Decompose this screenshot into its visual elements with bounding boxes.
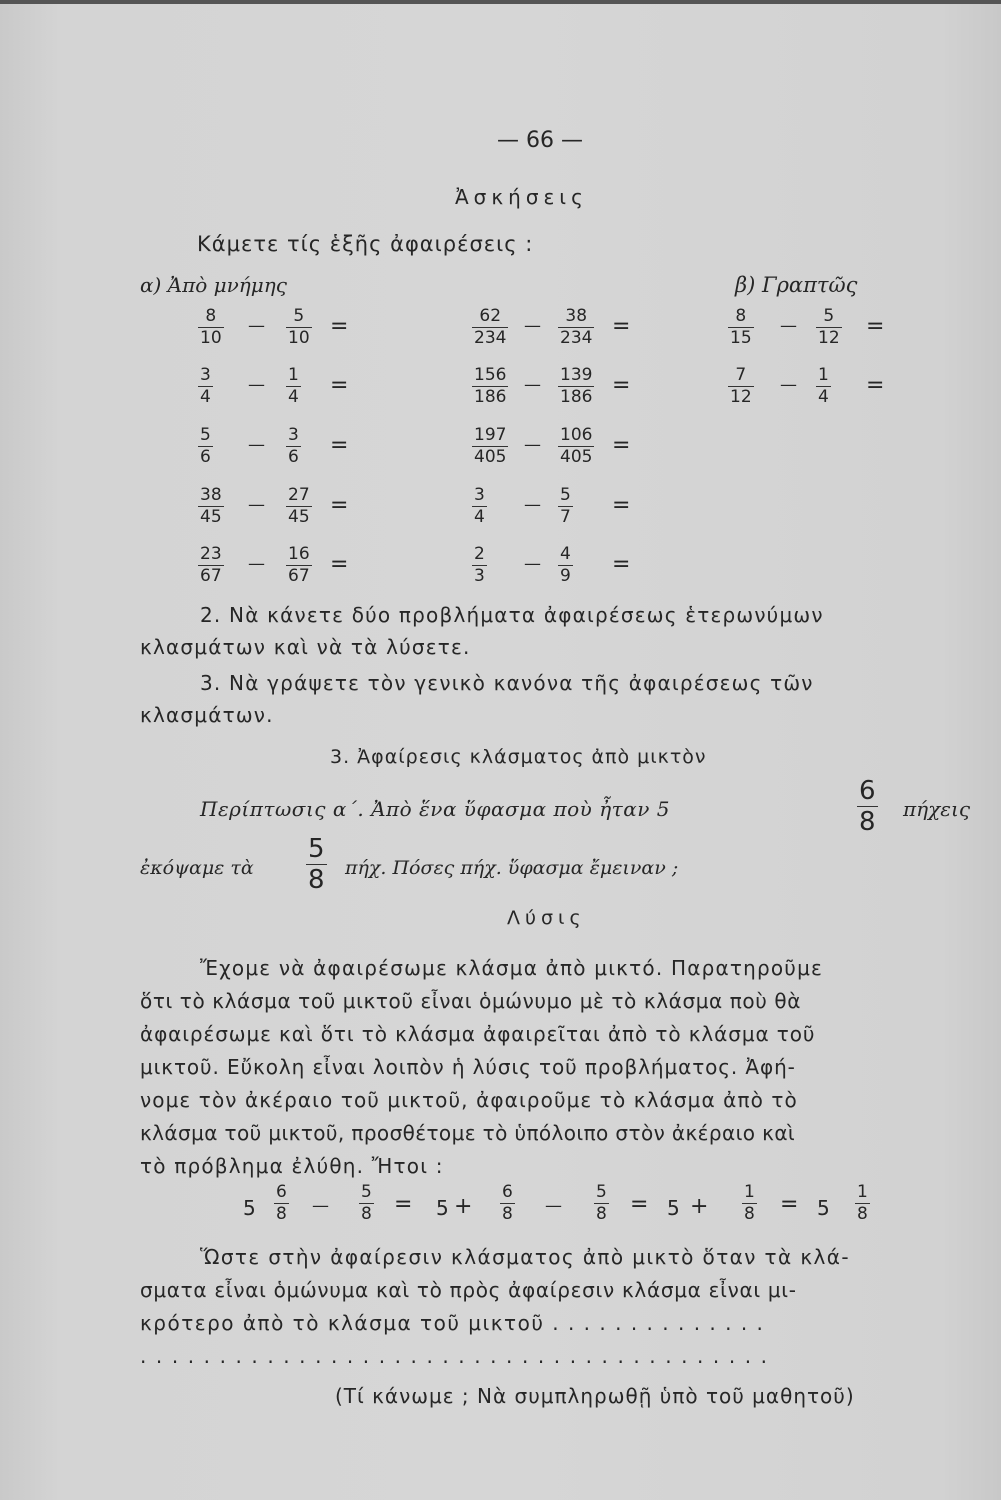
numerator: 38 bbox=[565, 306, 588, 326]
exercise-2-line-2: κλασμάτων καὶ νὰ τὰ λύσετε. bbox=[140, 635, 471, 659]
denominator: 186 bbox=[474, 387, 507, 407]
conclusion-line: . . . . . . . . . . . . . . . . . . . . . . . . . . . . . . . . . . . . . . . . bbox=[140, 1344, 769, 1368]
numerator: 7 bbox=[735, 365, 747, 385]
equals-sign: = bbox=[612, 493, 631, 518]
instruction: Κάμετε τίς ἑξῆς ἀφαιρέσεις : bbox=[197, 232, 534, 256]
denominator: 8 bbox=[857, 1204, 868, 1224]
fraction bbox=[472, 546, 487, 585]
denominator: 15 bbox=[730, 328, 752, 348]
minus-sign: — bbox=[312, 1196, 329, 1216]
page-number: — 66 — bbox=[497, 128, 583, 153]
fraction bbox=[198, 367, 213, 406]
conclusion-line: Ὥστε στὴν ἀφαίρεσιν κλάσματος ἀπὸ μικτὸ ὅταν τὰ κλά- bbox=[200, 1245, 850, 1269]
equals-sign: = bbox=[330, 493, 349, 518]
equals-sign: = bbox=[612, 433, 631, 458]
denominator: 7 bbox=[560, 507, 571, 527]
numerator: 16 bbox=[288, 544, 310, 564]
fraction bbox=[728, 367, 754, 406]
denominator: 8 bbox=[502, 1204, 513, 1224]
minus-sign: — bbox=[545, 1196, 562, 1216]
case-fraction bbox=[857, 778, 878, 835]
minus-sign: — bbox=[524, 435, 541, 455]
numerator: 3 bbox=[474, 485, 485, 505]
fraction bbox=[472, 487, 487, 526]
numerator: 1 bbox=[744, 1182, 755, 1202]
solution-line: τὸ πρόβλημα ἐλύθη. Ἤτοι : bbox=[140, 1154, 444, 1178]
denominator: 4 bbox=[288, 387, 299, 407]
fraction bbox=[594, 1184, 609, 1223]
case-text-2a: ἐκόψαμε τὰ bbox=[140, 857, 254, 879]
fraction bbox=[742, 1184, 757, 1223]
fraction bbox=[274, 1184, 289, 1223]
numerator: 106 bbox=[560, 425, 593, 445]
fraction bbox=[198, 427, 213, 466]
solution-line: Ἔχομε νὰ ἀφαιρέσωμε κλάσμα ἀπὸ μικτό. Παρατηροῦμε bbox=[200, 956, 824, 980]
minus-sign: — bbox=[248, 316, 265, 336]
numerator: 3 bbox=[288, 425, 299, 445]
numerator: 5 bbox=[823, 306, 835, 326]
numerator: 2 bbox=[474, 544, 485, 564]
fraction bbox=[558, 308, 594, 347]
denominator: 234 bbox=[560, 328, 593, 348]
numerator: 1 bbox=[857, 1182, 868, 1202]
section-title: 3. Ἀφαίρεσις κλάσματος ἀπὸ μικτὸν bbox=[330, 746, 707, 768]
denominator: 45 bbox=[288, 507, 310, 527]
equals-sign: = bbox=[780, 1192, 799, 1217]
exercise-3-line-2: κλασμάτων. bbox=[140, 703, 274, 727]
fraction bbox=[286, 308, 312, 347]
exercises-heading: Ἀσκήσεις bbox=[455, 185, 588, 209]
plus-sign: + bbox=[454, 1194, 473, 1219]
fraction bbox=[855, 1184, 870, 1223]
fraction bbox=[558, 367, 594, 406]
minus-sign: — bbox=[248, 554, 265, 574]
fraction bbox=[728, 308, 754, 347]
fraction bbox=[558, 427, 594, 466]
fraction bbox=[198, 487, 224, 526]
denominator: 8 bbox=[308, 865, 325, 895]
numerator: 4 bbox=[560, 544, 571, 564]
fraction bbox=[558, 487, 573, 526]
fraction bbox=[500, 1184, 515, 1223]
solution-line: νομε τὸν ἀκέραιο τοῦ μικτοῦ, ἀφαιροῦμε τὸ κλάσμα ἀπὸ τὸ bbox=[140, 1088, 798, 1112]
group-b-label: β) Γραπτῶς bbox=[735, 273, 858, 297]
case-unit: πήχεις bbox=[903, 797, 971, 821]
denominator: 8 bbox=[859, 807, 876, 837]
case-2-fraction bbox=[306, 836, 327, 893]
denominator: 4 bbox=[200, 387, 211, 407]
fraction bbox=[198, 546, 224, 585]
numerator: 27 bbox=[288, 485, 310, 505]
case-text-2b: πήχ. Πόσες πήχ. ὕφασμα ἔμειναν ; bbox=[345, 857, 679, 879]
denominator: 8 bbox=[276, 1204, 287, 1224]
minus-sign: — bbox=[248, 435, 265, 455]
minus-sign: — bbox=[524, 375, 541, 395]
conclusion-line: κρότερο ἀπὸ τὸ κλάσμα τοῦ μικτοῦ . . . . . . . . . . . . . . bbox=[140, 1311, 765, 1335]
equals-sign: = bbox=[330, 433, 349, 458]
numerator: 5 bbox=[308, 834, 325, 864]
numerator: 8 bbox=[735, 306, 747, 326]
denominator: 10 bbox=[200, 328, 222, 348]
denominator: 6 bbox=[288, 447, 299, 467]
minus-sign: — bbox=[248, 495, 265, 515]
equals-sign: = bbox=[330, 314, 349, 339]
numerator: 6 bbox=[859, 776, 876, 806]
minus-sign: — bbox=[524, 495, 541, 515]
solution-heading: Λύσις bbox=[507, 907, 586, 929]
denominator: 4 bbox=[818, 387, 829, 407]
numerator: 5 bbox=[293, 306, 305, 326]
equals-sign: = bbox=[612, 552, 631, 577]
solution-line: ὅτι τὸ κλάσμα τοῦ μικτοῦ εἶναι ὁμώνυμο μὲ τὸ κλάσμα ποὺ θὰ bbox=[140, 989, 802, 1013]
numerator: 5 bbox=[560, 485, 571, 505]
exercise-3-line-1: 3. Νὰ γράψετε τὸν γενικὸ κανόνα τῆς ἀφαιρέσεως τῶν bbox=[200, 671, 814, 695]
denominator: 186 bbox=[560, 387, 593, 407]
denominator: 8 bbox=[596, 1204, 607, 1224]
fraction bbox=[472, 367, 508, 406]
equals-sign: = bbox=[394, 1192, 413, 1217]
numerator: 6 bbox=[276, 1182, 287, 1202]
denominator: 405 bbox=[560, 447, 593, 467]
minus-sign: — bbox=[780, 375, 797, 395]
group-a-label: α) Ἀπὸ μνήμης bbox=[140, 273, 287, 297]
denominator: 67 bbox=[288, 566, 310, 586]
fraction bbox=[198, 308, 224, 347]
whole-number: 5 bbox=[436, 1196, 449, 1220]
numerator: 6 bbox=[502, 1182, 513, 1202]
plus-sign: + bbox=[690, 1194, 709, 1219]
denominator: 12 bbox=[730, 387, 752, 407]
minus-sign: — bbox=[248, 375, 265, 395]
fraction bbox=[286, 546, 312, 585]
denominator: 8 bbox=[744, 1204, 755, 1224]
fraction bbox=[558, 546, 573, 585]
numerator: 8 bbox=[205, 306, 217, 326]
fraction bbox=[472, 427, 508, 466]
denominator: 4 bbox=[474, 507, 485, 527]
denominator: 10 bbox=[288, 328, 310, 348]
minus-sign: — bbox=[780, 316, 797, 336]
equals-sign: = bbox=[630, 1192, 649, 1217]
numerator: 139 bbox=[560, 365, 593, 385]
scan-edge bbox=[0, 0, 1001, 4]
numerator: 1 bbox=[818, 365, 829, 385]
equals-sign: = bbox=[866, 373, 885, 398]
fraction bbox=[286, 427, 301, 466]
whole-number: 5 bbox=[667, 1196, 680, 1220]
numerator: 5 bbox=[200, 425, 211, 445]
conclusion-line: σματα εἶναι ὁμώνυμα καὶ τὸ πρὸς ἀφαίρεσιν κλάσμα εἶναι μι- bbox=[140, 1278, 797, 1302]
denominator: 67 bbox=[200, 566, 222, 586]
equals-sign: = bbox=[330, 373, 349, 398]
fraction bbox=[816, 308, 842, 347]
numerator: 5 bbox=[596, 1182, 607, 1202]
denominator: 6 bbox=[200, 447, 211, 467]
numerator: 3 bbox=[200, 365, 211, 385]
fraction bbox=[816, 367, 831, 406]
numerator: 38 bbox=[200, 485, 222, 505]
whole-number: 5 bbox=[243, 1196, 256, 1220]
denominator: 12 bbox=[818, 328, 840, 348]
denominator: 234 bbox=[474, 328, 507, 348]
fraction bbox=[286, 367, 301, 406]
minus-sign: — bbox=[524, 316, 541, 336]
fraction bbox=[286, 487, 312, 526]
fraction bbox=[359, 1184, 374, 1223]
denominator: 9 bbox=[560, 566, 571, 586]
fraction bbox=[472, 308, 508, 347]
equals-sign: = bbox=[612, 314, 631, 339]
solution-line: ἀφαιρέσωμε καὶ ὅτι τὸ κλάσμα ἀφαιρεῖται ἀπὸ τὸ κλάσμα τοῦ bbox=[140, 1022, 816, 1046]
case-text: Περίπτωσις α΄. Ἀπὸ ἕνα ὕφασμα ποὺ ἦταν 5 bbox=[200, 797, 670, 821]
numerator: 62 bbox=[479, 306, 502, 326]
numerator: 197 bbox=[474, 425, 507, 445]
footnote: (Τί κάνωμε ; Νὰ συμπληρωθῇ ὑπὸ τοῦ μαθητοῦ) bbox=[335, 1384, 855, 1408]
equals-sign: = bbox=[330, 552, 349, 577]
denominator: 405 bbox=[474, 447, 507, 467]
exercise-2-line-1: 2. Νὰ κάνετε δύο προβλήματα ἀφαιρέσεως ἑτερωνύμων bbox=[200, 603, 824, 627]
denominator: 45 bbox=[200, 507, 222, 527]
solution-line: μικτοῦ. Εὔκολη εἶναι λοιπὸν ἡ λύσις τοῦ προβλήματος. Ἀφή- bbox=[140, 1055, 796, 1079]
minus-sign: — bbox=[524, 554, 541, 574]
denominator: 8 bbox=[361, 1204, 372, 1224]
equals-sign: = bbox=[866, 314, 885, 339]
numerator: 5 bbox=[361, 1182, 372, 1202]
denominator: 3 bbox=[474, 566, 485, 586]
whole-number: 5 bbox=[817, 1196, 830, 1220]
numerator: 23 bbox=[200, 544, 222, 564]
solution-line: κλάσμα τοῦ μικτοῦ, προσθέτομε τὸ ὑπόλοιπο στὸν ἀκέραιο καὶ bbox=[140, 1121, 796, 1145]
equals-sign: = bbox=[612, 373, 631, 398]
numerator: 156 bbox=[474, 365, 507, 385]
numerator: 1 bbox=[288, 365, 299, 385]
